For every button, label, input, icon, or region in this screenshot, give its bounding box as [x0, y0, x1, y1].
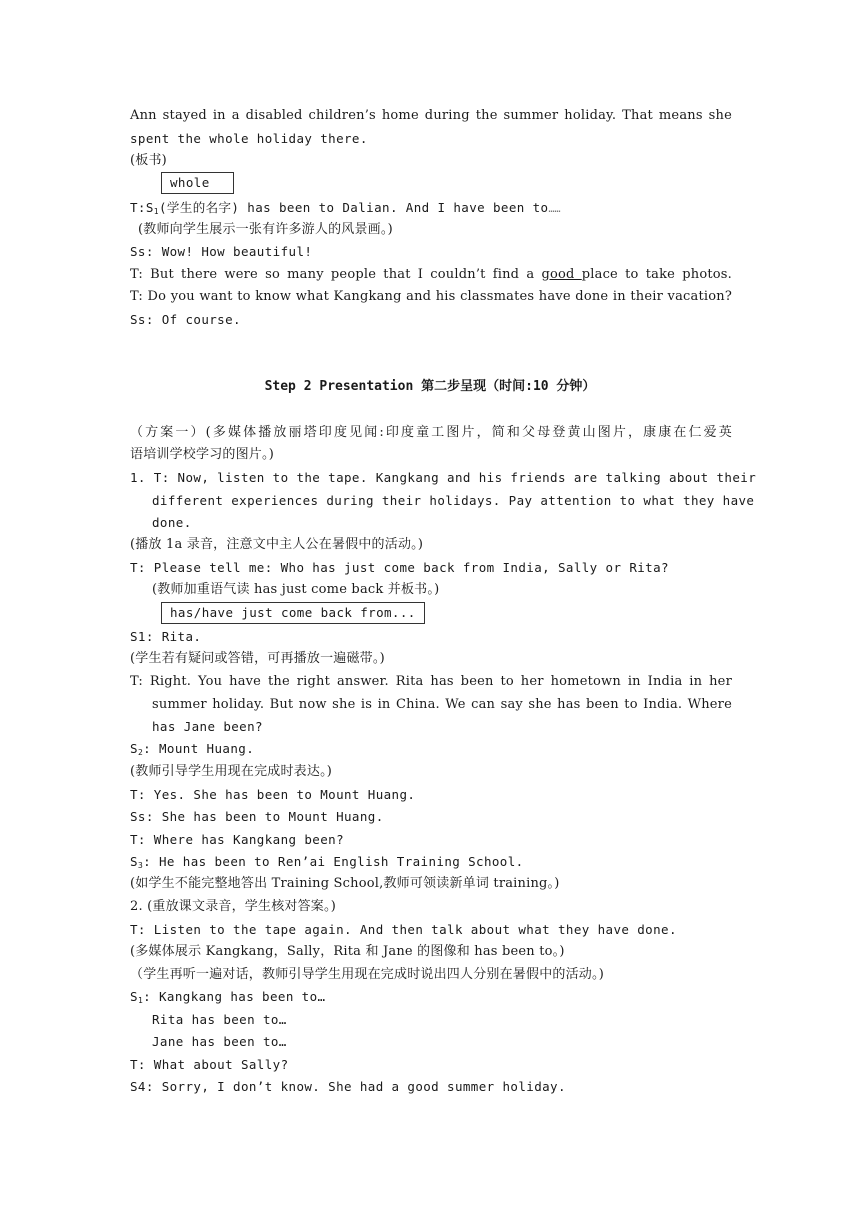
student-line-cont: Rita has been to… [152, 1012, 287, 1027]
speaker-subscript: 1 [153, 207, 159, 216]
utterance: (学生的名字) has been to Dalian. And I have been to [159, 200, 549, 215]
teacher-line: T: What about Sally? [130, 1057, 289, 1072]
numbered-item: 1. T: Now, listen to the tape. Kangkang and his friends are talking about their [130, 470, 757, 485]
guide-note: (教师引导学生用现在完成时表达。) [130, 764, 333, 779]
board-label: (板书) [130, 153, 167, 168]
media-note: (多媒体展示 Kangkang，Sally，Rita 和 Jane 的图像和 has been to。) [130, 944, 565, 959]
students-line: Ss: She has been to Mount Huang. [130, 809, 384, 824]
board-box-phrase: has/have just come back from... [161, 602, 425, 624]
section-heading: Step 2 Presentation 第二步呈现（时间:10 分钟） [264, 379, 596, 394]
utterance: place to take photos. [581, 267, 732, 282]
teacher-line: T: Listen to the tape again. And then talk about what they have done. [130, 922, 677, 937]
teacher-line [130, 200, 732, 220]
teacher-note: (教师向学生展示一张有许多游人的风景画。) [138, 222, 393, 237]
speaker-subscript: 2 [137, 748, 144, 757]
numbered-item: 2. (重放课文录音，学生核对答案。) [130, 899, 336, 914]
utterance: : Kangkang has been to… [143, 989, 326, 1004]
teacher-line: T: Do you want to know what Kangkang and his classmates have done in their vacation? [130, 289, 732, 304]
speaker-label: S [130, 741, 138, 756]
play-note: (播放 1a 录音，注意文中主人公在暑假中的活动。) [130, 537, 424, 552]
relisten-note: （学生再听一遍对话，教师引导学生用现在完成时说出四人分别在暑假中的活动。) [130, 967, 604, 982]
plan-line: （方案一）(多媒体播放丽塔印度见闻:印度童工图片，简和父母登黄山图片，康康在仁爱英 [130, 425, 732, 440]
teacher-line-cont: summer holiday. But now she is in China. We can say she has been to India. Where [152, 697, 732, 712]
teacher-line-cont: has Jane been? [152, 719, 263, 734]
speaker-subscript: 1 [137, 996, 144, 1005]
teacher-line: T: Right. You have the right answer. Rita has been to her hometown in India in her [130, 674, 732, 689]
student-line-cont: Jane has been to… [152, 1034, 287, 1049]
speaker-label: S [130, 854, 138, 869]
paragraph-line: spent the whole holiday there. [130, 131, 368, 146]
speaker-label: S [130, 989, 138, 1004]
student-line [130, 741, 732, 761]
utterance: T: But there were so many people that I couldn’t find a [130, 267, 542, 282]
teacher-line [130, 267, 732, 283]
paragraph-line: Ann stayed in a disabled children’s home during the summer holiday. That means she [130, 108, 732, 123]
numbered-item-cont: done. [152, 515, 192, 530]
student-line: S4: Sorry, I don’t know. She had a good summer holiday. [130, 1079, 566, 1094]
stress-note: (教师加重语气读 has just come back 并板书。) [152, 582, 440, 597]
student-line: S1: Rita. [130, 629, 202, 644]
teacher-line: T: Where has Kangkang been? [130, 832, 344, 847]
underlined-word: good [541, 267, 582, 282]
students-line: Ss: Wow! How beautiful! [130, 244, 313, 259]
teacher-line: T: Yes. She has been to Mount Huang. [130, 787, 416, 802]
student-line [130, 854, 732, 874]
student-line [130, 989, 732, 1009]
utterance: : Mount Huang. [143, 741, 255, 756]
teacher-line: T: Please tell me: Who has just come back from India, Sally or Rita? [130, 560, 669, 575]
speaker-label: T:S [130, 200, 154, 215]
plan-line: 语培训学校学习的图片。) [130, 447, 274, 462]
speaker-subscript: 3 [137, 861, 144, 870]
utterance: : He has been to Ren’ai English Training School. [143, 854, 524, 869]
numbered-item-cont: different experiences during their holidays. Pay attention to what they have [152, 493, 755, 508]
replay-note: (学生若有疑问或答错，可再播放一遍磁带。) [130, 651, 385, 666]
board-box-whole: whole [161, 172, 234, 194]
students-line: Ss: Of course. [130, 312, 241, 327]
ellipsis: …… [548, 204, 561, 215]
training-note: (如学生不能完整地答出 Training School,教师可领读新单词 training。) [130, 876, 560, 891]
